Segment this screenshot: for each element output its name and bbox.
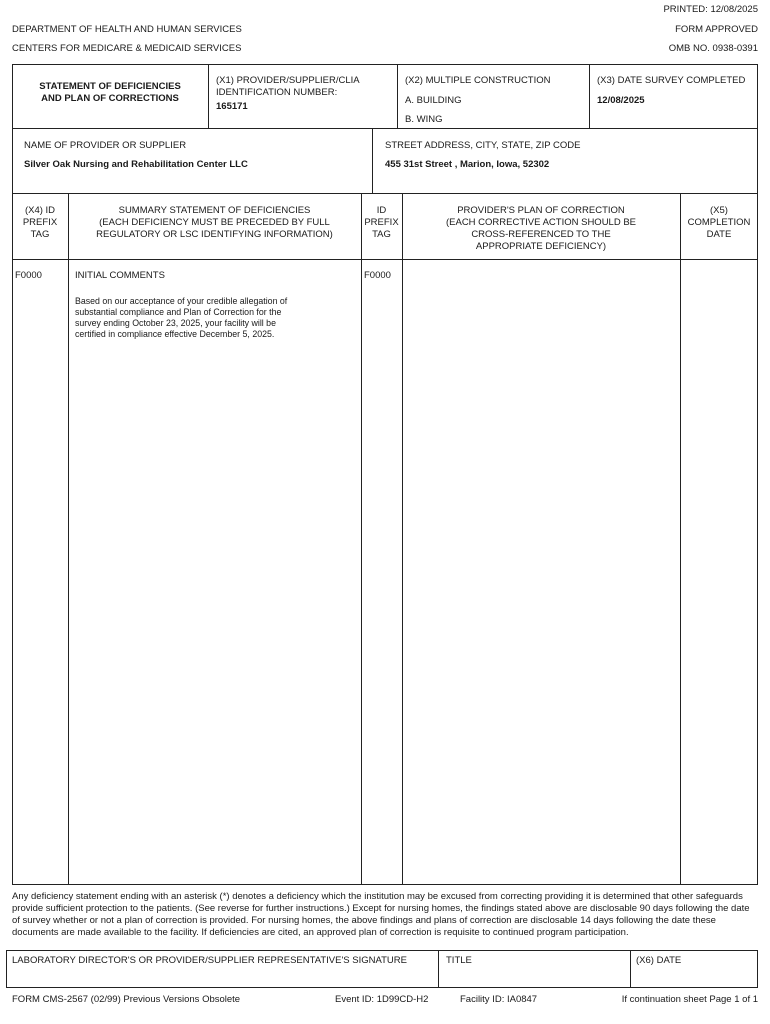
x3-value: 12/08/2025 [597,95,645,106]
summary-statement-header: SUMMARY STATEMENT OF DEFICIENCIES (EACH DEFICIENCY MUST BE PRECEDED BY FULL REGULATORY OR LSC IDENTIFYING INFORMATION) [96,205,333,240]
printed-date: PRINTED: 12/08/2025 [663,4,758,15]
signature-label: LABORATORY DIRECTOR'S OR PROVIDER/SUPPLIER REPRESENTATIVE'S SIGNATURE [12,955,407,966]
form-frame [12,64,758,885]
x4-id-prefix-header: (X4) ID PREFIX TAG [22,205,58,240]
address-label: STREET ADDRESS, CITY, STATE, ZIP CODE [385,140,581,151]
address-value: 455 31st Street , Marion, Iowa, 52302 [385,159,550,170]
event-id: Event ID: 1D99CD-H2 [335,994,429,1005]
x2-wing: B. WING [405,114,443,125]
department-name: DEPARTMENT OF HEALTH AND HUMAN SERVICES [12,24,242,35]
form-approved: FORM APPROVED [675,24,758,35]
x2-building: A. BUILDING [405,95,462,106]
provider-name-label: NAME OF PROVIDER OR SUPPLIER [24,140,187,151]
x1-label: (X1) PROVIDER/SUPPLIER/CLIA IDENTIFICATION NUMBER: [216,75,360,98]
omb-number: OMB NO. 0938-0391 [668,43,758,54]
x1-value: 165171 [216,101,248,112]
entry-title: INITIAL COMMENTS [75,270,165,281]
x3-label: (X3) DATE SURVEY COMPLETED [597,75,746,86]
x6-date-label: (X6) DATE [636,955,682,966]
centers-name: CENTERS FOR MEDICARE & MEDICAID SERVICES [12,43,242,54]
page-indicator: If continuation sheet Page 1 of 1 [621,994,758,1005]
plan-of-correction-header: PROVIDER'S PLAN OF CORRECTION (EACH CORRECTIVE ACTION SHOULD BE CROSS-REFERENCED TO THE APPROPRIATE DEFICIENCY) [445,205,637,252]
completion-date-header: (X5) COMPLETION DATE [687,205,751,240]
id-prefix-header: ID PREFIX TAG [364,205,399,240]
plan-tag: F0000 [364,270,391,281]
form-number: FORM CMS-2567 (02/99) Previous Versions Obsolete [12,994,241,1005]
title-label: TITLE [446,955,472,966]
x2-label: (X2) MULTIPLE CONSTRUCTION [405,75,551,86]
statement-title: STATEMENT OF DEFICIENCIES AND PLAN OF CORRECTIONS [39,81,181,104]
provider-name-value: Silver Oak Nursing and Rehabilitation Center LLC [24,159,248,170]
facility-id: Facility ID: IA0847 [460,994,538,1005]
entry-body: Based on our acceptance of your credible allegation of substantial compliance and Plan of Correction for the survey ending October 23, 2025, your facility will be certified in compliance effective December 5, 2025. [75,296,288,339]
deficiency-tag: F0000 [15,270,42,281]
disclaimer-text: Any deficiency statement ending with an asterisk (*) denotes a deficiency which the institution may be excused from correcting providing it is determined that other safeguards provide sufficient protection to the patients. (See reverse for further instructions.) Except for nursing homes, the findings stated above are disclosable 90 days following the date of survey whether or not a plan of correction is provided. For nursing homes, the above findings and plans of correction are disclosable 14 days following the date these documents are made available to the facility. If deficiencies are cited, an approved plan of correction is requisite to continued program participation. [12,891,750,938]
